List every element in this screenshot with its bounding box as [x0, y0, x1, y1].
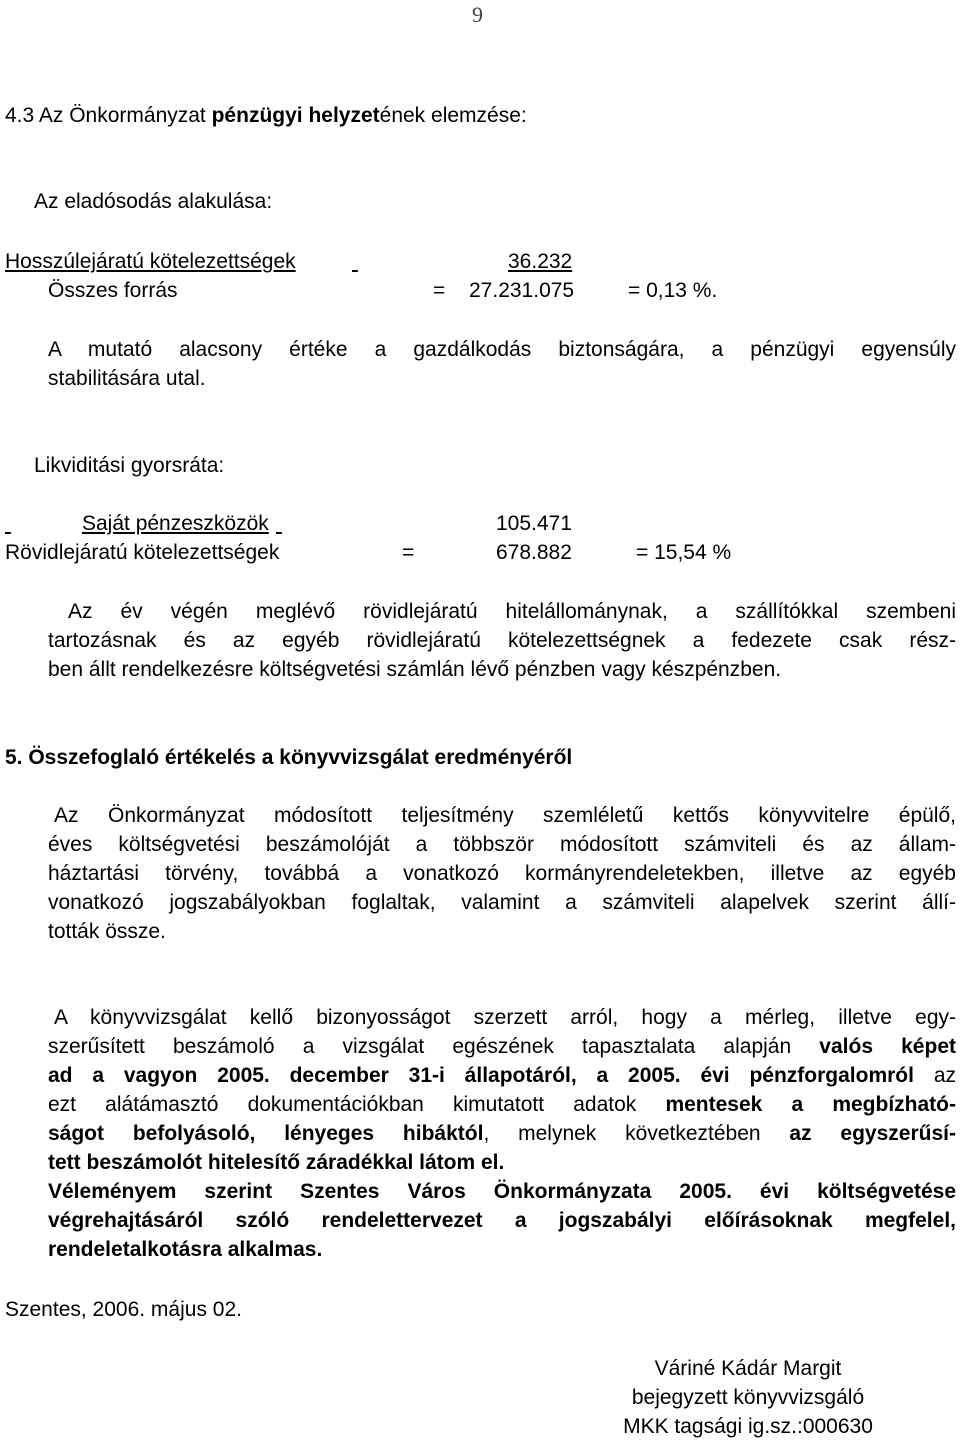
summary-p1-line-1: Az Önkormányzat módosított teljesítmény szemléletű kettős könyvvitelre épülő,: [54, 804, 956, 827]
summary-p2-line-7: Véleményem szerint Szentes Város Önkormányzata 2005. évi költségvetése: [48, 1180, 956, 1203]
liquidity-denominator-value: 678.882: [496, 541, 572, 564]
debt-denominator-value: 27.231.075: [469, 279, 575, 302]
liquidity-comment-line-1: Az év végén meglévő rövidlejáratú hitelállománynak, a szállítókkal szembeni: [68, 600, 956, 623]
place-date: Szentes, 2006. május 02.: [5, 1298, 242, 1321]
summary-paragraph-2: [48, 1003, 956, 1264]
summary-p2-line-5-text: , melynek következtében: [483, 1122, 790, 1145]
section-title-part2: ének elemzése:: [379, 104, 527, 127]
liquidity-numerator-underline-lead: [5, 509, 82, 538]
page-number: 9: [472, 2, 483, 27]
liquidity-numerator-value: 105.471: [496, 512, 572, 535]
summary-p2-line-2: [48, 1032, 956, 1061]
summary-p2-line-4-text: ezt alátámasztó dokumentációkban kimutatott adatok: [48, 1093, 666, 1116]
liquidity-denominator-label: Rövidlejáratú kötelezettségek: [5, 541, 280, 564]
summary-p2-line-2-text: szerűsített beszámoló a vizsgálat egészének tapasztalata alapján: [48, 1035, 820, 1058]
debt-comment-line-1: A mutató alacsony értéke a gazdálkodás biztonságára, a pénzügyi egyensúly: [48, 338, 956, 361]
debt-comment-line-2: stabilitására utal.: [48, 367, 206, 390]
liquidity-comment-line-3: ben állt rendelkezésre költségvetési számlán lévő pénzben vagy készpénzben.: [48, 658, 782, 681]
debt-heading: Az eladósodás alakulása:: [34, 190, 273, 213]
summary-p2-line-2-bold: valós képet: [819, 1035, 956, 1058]
debt-numerator-value: 36.232: [508, 250, 573, 273]
summary-p2-line-6: tett beszámolót hitelesítő záradékkal látom el.: [48, 1151, 505, 1174]
summary-p2-line-5-bold-b: az egyszerűsí-: [789, 1122, 956, 1145]
summary-p2-line-9: rendeletalkotásra alkalmas.: [48, 1238, 323, 1261]
summary-p2-line-5-bold-a: ságot befolyásoló, lényeges hibáktól: [48, 1122, 484, 1145]
signature-reg: MKK tagsági ig.sz.:000630: [623, 1415, 873, 1438]
summary-p2-line-8: végrehajtásáról szóló rendelettervezet a jogszabályi előírásoknak megfelel,: [48, 1209, 956, 1232]
debt-denominator-eq: =: [433, 279, 446, 302]
liquidity-comment-line-2: tartozásnak és az egyéb rövidlejáratú kötelezettségnek a fedezete csak rész-: [48, 629, 956, 652]
debt-result: = 0,13 %.: [628, 279, 718, 302]
summary-p2-line-4: [48, 1090, 956, 1119]
summary-p2-line-5: [48, 1119, 956, 1148]
summary-p2-line-4-bold: mentesek a megbízható-: [665, 1093, 956, 1116]
section-title: [5, 101, 527, 130]
section-title-part1: 4.3 Az Önkormányzat: [5, 104, 212, 127]
liquidity-numerator-label: Saját pénzeszközök: [82, 512, 269, 535]
liquidity-heading: Likviditási gyorsráta:: [34, 454, 225, 477]
signature-block: [598, 1354, 898, 1441]
liquidity-denominator-eq: =: [402, 541, 415, 564]
summary-paragraph-1: [48, 801, 956, 946]
liquidity-numerator-underline-trail: [276, 509, 348, 538]
signature-name: Váriné Kádár Margit: [654, 1357, 842, 1380]
liquidity-comment: [48, 597, 956, 684]
debt-denominator-label: Összes forrás: [48, 279, 178, 302]
summary-p2-line-3: [48, 1061, 956, 1090]
summary-p1-line-3: háztartási törvény, továbbá a vonatkozó kormányrendeletekben, illetve az egyéb: [48, 862, 956, 885]
section-title-bold: pénzügyi helyzet: [211, 104, 380, 127]
signature-title: bejegyzett könyvvizsgáló: [631, 1386, 865, 1409]
summary-p2-line-3-bold: ad a vagyon 2005. december 31-i állapotáról, a 2005. évi pénzforgalomról: [48, 1064, 914, 1087]
summary-p1-line-4: vonatkozó jogszabályokban foglaltak, valamint a számviteli alapelvek szerint állí-: [48, 891, 956, 914]
summary-p1-line-2: éves költségvetési beszámolóját a többször módosított számviteli és az állam-: [48, 833, 956, 856]
debt-numerator-label: Hosszúlejáratú kötelezettségek: [5, 250, 296, 273]
summary-p2-line-1: A könyvvizsgálat kellő bizonyosságot szerzett arról, hogy a mérleg, illetve egy-: [54, 1006, 956, 1029]
liquidity-result: = 15,54 %: [636, 541, 732, 564]
summary-title: 5. Összefoglaló értékelés a könyvvizsgálat eredményéről: [5, 746, 573, 769]
debt-comment: [48, 335, 956, 393]
debt-numerator-underline-filler: [352, 247, 510, 276]
summary-p1-line-5: tották össze.: [48, 920, 166, 943]
summary-p2-line-3-text: az: [913, 1064, 956, 1087]
